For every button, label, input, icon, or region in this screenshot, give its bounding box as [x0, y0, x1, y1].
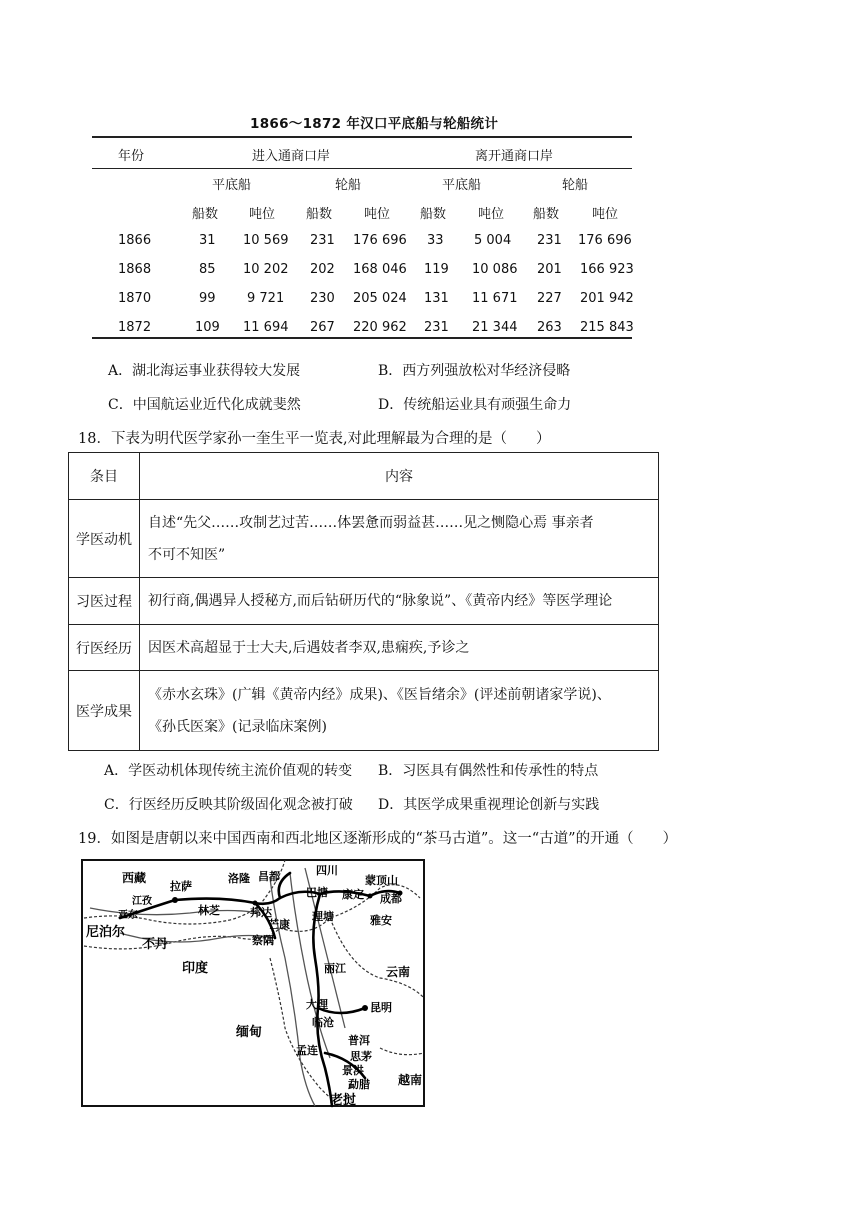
table1-col-count: 船数	[192, 207, 219, 222]
table1-col-ton: 吨位	[478, 207, 505, 222]
table1-cell: 11 694	[243, 320, 289, 335]
q18-row-key: 行医经历	[69, 625, 140, 671]
table1-col-ton: 吨位	[364, 207, 391, 222]
map-label: 勐腊	[348, 1078, 370, 1091]
table1-sub-steam-leave: 轮船	[562, 178, 589, 193]
table1-col-count: 船数	[533, 207, 560, 222]
table1-cell: 230	[310, 291, 335, 306]
table1-header-enter: 进入通商口岸	[252, 149, 331, 164]
q18-row-val	[140, 500, 659, 578]
q19-stem: 19．如图是唐朝以来中国西南和西北地区逐渐形成的“茶马古道”。这一“古道”的开通（ ）	[78, 831, 678, 847]
table1-col-ton: 吨位	[592, 207, 619, 222]
table1-cell: 227	[537, 291, 562, 306]
table1-cell: 231	[310, 233, 335, 248]
map-label: 成都	[380, 892, 402, 905]
table1-cell: 5 004	[474, 233, 512, 248]
table1-cell: 201	[537, 262, 562, 277]
table1-cell: 9 721	[247, 291, 285, 306]
map-label: 缅甸	[236, 1025, 263, 1040]
map-label: 孟连	[296, 1044, 318, 1057]
table1-cell: 168 046	[353, 262, 407, 277]
q18-head-key: 条目	[69, 453, 140, 500]
table1-cell: 166 923	[580, 262, 634, 277]
q18-stem: 18．下表为明代医学家孙一奎生平一览表,对此理解最为合理的是（ ）	[78, 431, 551, 447]
q18-row-line: 自述“先父……攻制艺过苦……体罢惫而弱益甚……见之恻隐心焉 事亲者	[148, 514, 594, 531]
table1-cell: 1872	[118, 320, 152, 335]
table1-cell: 263	[537, 320, 562, 335]
q18-row-val: 因医术高超显于士大夫,后遇妓者李双,患痫疾,予诊之	[140, 625, 659, 671]
table-row	[69, 578, 659, 625]
map-label: 云南	[386, 965, 411, 979]
q18-row-val	[140, 671, 659, 751]
q18-row-line: 《赤水玄珠》(广辑《黄帝内经》成果)、《医旨绪余》(评述前朝诸家学说)、	[148, 686, 611, 703]
q18-table	[68, 452, 659, 751]
table1-cell: 21 344	[472, 320, 518, 335]
table1-cell: 10 202	[243, 262, 289, 277]
map-label: 巴塘	[306, 886, 328, 899]
q18-row-key: 学医动机	[69, 500, 140, 578]
table1-cell: 176 696	[353, 233, 407, 248]
map-label: 察隅	[252, 934, 274, 947]
table1-bottom-rule	[92, 337, 632, 339]
table1-cell: 215 843	[580, 320, 634, 335]
table1-col-ton: 吨位	[249, 207, 276, 222]
table1-cell: 11 671	[472, 291, 518, 306]
map-label: 蒙顶山	[365, 874, 398, 887]
map-label: 亚东	[118, 910, 138, 921]
table1-cell: 176 696	[578, 233, 632, 248]
map-label: 拉萨	[170, 880, 192, 893]
map-label: 大理	[306, 998, 328, 1011]
q18-option-a: A．学医动机体现传统主流价值观的转变	[104, 763, 353, 779]
q17-option-a: A．湖北海运事业获得较大发展	[108, 363, 301, 379]
map-label: 理塘	[312, 910, 334, 923]
table1-cell: 131	[424, 291, 449, 306]
table1-cell: 231	[537, 233, 562, 248]
table1-cell: 85	[199, 262, 216, 277]
map-label: 不丹	[142, 937, 169, 952]
q17-option-c: C．中国航运业近代化成就斐然	[108, 397, 301, 413]
q17-option-b: B．西方列强放松对华经济侵略	[378, 363, 571, 379]
map-label: 康定	[342, 888, 364, 901]
table1-cell: 119	[424, 262, 449, 277]
map-label: 印度	[182, 961, 209, 976]
table1-cell: 1866	[118, 233, 152, 248]
map-label: 临沧	[312, 1016, 334, 1029]
map-label: 尼泊尔	[86, 925, 126, 940]
map-label: 洛隆	[228, 872, 250, 885]
table1-cell: 1868	[118, 262, 152, 277]
map-label: 昆明	[370, 1001, 392, 1014]
tea-horse-road-map	[80, 858, 426, 1108]
map-label: 芒康	[268, 918, 290, 931]
table1-sub-steam-enter: 轮船	[335, 178, 362, 193]
table1-cell: 109	[195, 320, 220, 335]
table-row	[69, 500, 659, 578]
table1-title: 1866～1872 年汉口平底船与轮船统计	[250, 116, 499, 132]
map-label: 邦达	[250, 906, 272, 919]
q18-row-line: 不可不知医”	[148, 546, 226, 563]
q18-row-key: 习医过程	[69, 578, 140, 625]
table1-cell: 202	[310, 262, 335, 277]
map-label: 江孜	[132, 896, 152, 907]
table1-cell: 33	[427, 233, 444, 248]
map-label: 昌都	[258, 870, 280, 883]
map-label: 普洱	[348, 1034, 370, 1047]
table1-cell: 31	[199, 233, 216, 248]
table1-top-rule	[92, 136, 632, 138]
table1-cell: 220 962	[353, 320, 407, 335]
map-label: 林芝	[198, 904, 220, 917]
q18-option-d: D．其医学成果重视理论创新与实践	[378, 797, 600, 813]
table1-sub-flat-enter: 平底船	[212, 178, 252, 193]
table1-col-count: 船数	[306, 207, 333, 222]
map-label: 越南	[398, 1073, 423, 1087]
q17-option-d: D．传统船运业具有顽强生命力	[378, 397, 572, 413]
map-label: 老挝	[330, 1093, 357, 1108]
map-label: 景洪	[342, 1064, 364, 1077]
table-row	[69, 671, 659, 751]
q18-row-val: 初行商,偶遇异人授秘方,而后钻研历代的“脉象说”、《黄帝内经》等医学理论	[140, 578, 659, 625]
table1-sub-flat-leave: 平底船	[442, 178, 482, 193]
table1-header-leave: 离开通商口岸	[475, 149, 554, 164]
q18-row-line: 《孙氏医案》(记录临床案例)	[148, 718, 327, 735]
table1-cell: 10 569	[243, 233, 289, 248]
table1-cell: 205 024	[353, 291, 407, 306]
map-label: 思茅	[350, 1050, 372, 1063]
table1-cell: 10 086	[472, 262, 518, 277]
table-row	[69, 625, 659, 671]
table1-cell: 99	[199, 291, 216, 306]
map-label: 四川	[316, 864, 338, 877]
table1-header-rule	[92, 168, 632, 169]
map-label: 西藏	[122, 871, 147, 885]
map-label: 雅安	[370, 914, 392, 927]
q18-option-b: B．习医具有偶然性和传承性的特点	[378, 763, 599, 779]
table1-cell: 231	[424, 320, 449, 335]
table1-cell: 267	[310, 320, 335, 335]
table1-cell: 201 942	[580, 291, 634, 306]
q18-head-val: 内容	[140, 453, 659, 500]
map-label: 丽江	[324, 962, 346, 975]
table1-col-count: 船数	[420, 207, 447, 222]
q18-option-c: C．行医经历反映其阶级固化观念被打破	[104, 797, 353, 813]
table1-header-year: 年份	[118, 149, 145, 164]
table1-cell: 1870	[118, 291, 152, 306]
table-row	[69, 453, 659, 500]
q18-row-key: 医学成果	[69, 671, 140, 751]
